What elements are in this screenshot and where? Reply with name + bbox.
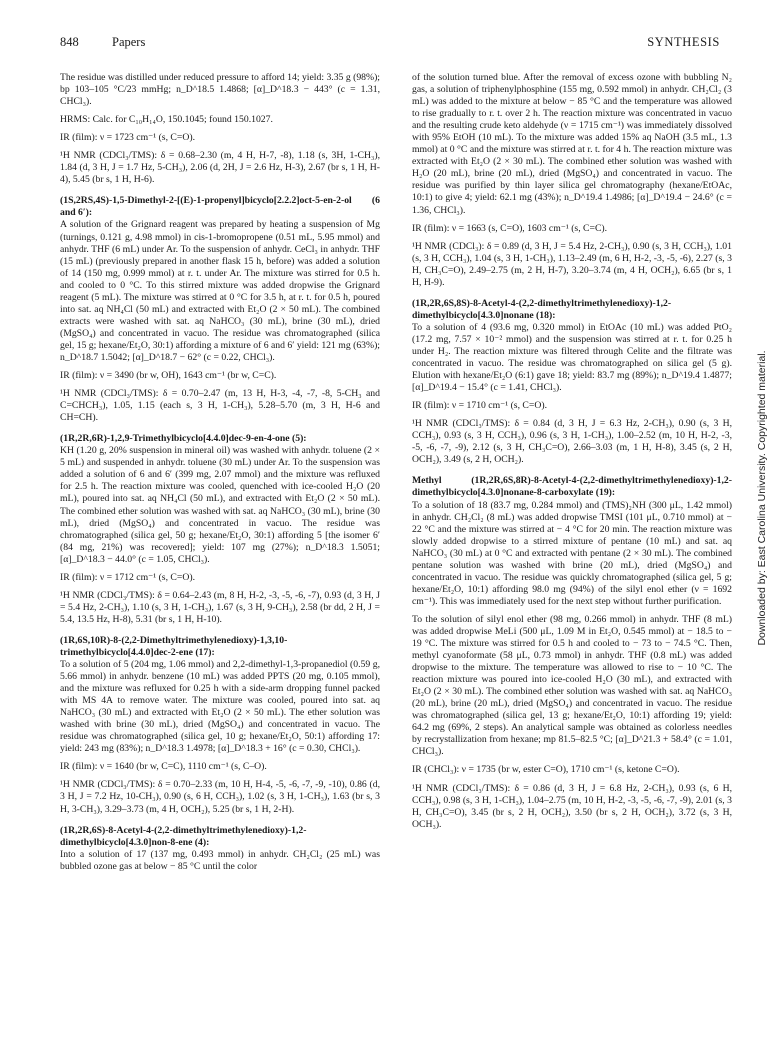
paragraph: of the solution turned blue. After the removal of excess ozone with bubbling N₂ gas, a solution of triphenylphosphine (155 mg, 0.592 mmol) in anhydr. CH₂Cl₂ (3 mL) was added to the mixture at below − 85 °C and the temperature was allowed to rise gradually to r. t. over 2 h. The reaction mixture was concentrated in vacuo and the resulting crude keto aldehyde (ν = 1715 cm⁻¹) was immediately dissolved with 95% EtOH (10 mL). To the mixture was added 15% aq NaOH (3.5 mL, 1.3 mmol) at 0 °C and the mixture was stirred at r. t. for 4 h. The reaction mixture was extracted with Et₂O (2 × 30 mL). The combined ether solution was washed with H₂O (20 mL), brine (20 mL), dried (MgSO₄) and concentrated in vacuo. The residue was purified by thin layer silica gel chromatography (hexane/EtOAc, 10:1) to give 4; yield: 62.1 mg (43%); n_D^19.4 1.4986; [α]_D^19.4 − 24.6° (c = 1.36, CHCl₃). <box>412 72 732 216</box>
paragraph: IR (film): ν = 1640 (br w, C=C), 1110 cm⁻¹ (s, C–O). <box>60 761 267 773</box>
paragraph: IR (CHCl₃): ν = 1735 (br w, ester C=O), 1710 cm⁻¹ (s, ketone C=O). <box>412 764 680 776</box>
page-number: 848 <box>60 35 79 49</box>
compound-heading: (1R,6S,10R)-8-(2,2-Dimethyltrimethylenedioxy)-1,3,10-trimethylbicyclo[4.4.0]dec-2-ene (17): <box>60 634 288 658</box>
compound-heading: (1S,2RS,4S)-1,5-Dimethyl-2-[(E)-1-propenyl]bicyclo[2.2.2]oct-5-en-2-ol (6 and 6′): <box>60 195 380 219</box>
compound-heading: (1R,2R,6S,8S)-8-Acetyl-4-(2,2-dimethyltrimethylenedioxy)-1,2-dimethylbicyclo[4.3.0]nonane (18): <box>412 297 672 321</box>
paragraph: A solution of the Grignard reagent was prepared by heating a suspension of Mg (turnings, 0.121 g, 4.98 mmol) in cis-1-bromopropene (0.51 mL, 5.95 mmol) and anhydr. THF (6 mL) under Ar. To the suspension of anhydr. CeCl₃ in anhydr. THF (15 mL) (previously prepared in another flask 15 h, before) was added a solution of 14 (150 mg, 0.999 mmol) at r. t. under Ar. The mixture was stirred for 0.5 h. and cooled to 0 °C. To this stirred mixture was added dropwise the Grignard reagent (5 mL). The mixture was stirred at 0 °C for 3.5 h, at r. t. for 0.5 h, poured into sat. aq NH₄Cl (50 mL) and extracted with Et₂O (2 × 50 mL). The combined extracts were washed with sat. aq NaHCO₃ (30 mL), brine (30 mL), dried (MgSO₄) and concentrated in vacuo. The residue was chromatographed (silica gel, 15 g; hexane/Et₂O, 30:1) affording a mixture of 6 and 6′ yield: 121 mg (63%); n_D^18.7 1.5042; [α]_D^18.7 − 62° (c = 0.22, CHCl₃). <box>60 219 380 363</box>
download-notice <box>756 300 768 696</box>
paragraph: ¹H NMR (CDCl₃): δ = 0.89 (d, 3 H, J = 5.4 Hz, 2-CH₃), 0.90 (s, 3 H, CCH₃), 1.01 (s, 3 H, CCH₃), 1.04 (s, 3 H, 1-CH₃), 1.13–2.49 (m, 6 H, H-2, -3, -5, -6), 2.27 (s, 3 H, CH₃C=O), 2.49–2.75 (m, 2 H, H-7), 3.20–3.74 (m, 4 H, OCH₂), 6.65 (br s, 1 H, H-9). <box>412 240 732 288</box>
paragraph: Into a solution of 17 (137 mg, 0.493 mmol) in anhydr. CH₂Cl₂ (25 mL) was bubbled ozone gas at below − 85 °C until the color <box>60 848 380 872</box>
compound-heading: Methyl (1R,2R,6S,8R)-8-Acetyl-4-(2,2-dimethyltrimethylenedioxy)-1,2-dimethylbicyclo[4.3.0]nonane-8-carboxylate (19): <box>412 475 732 499</box>
paragraph: ¹H NMR (CDCl₃/TMS): δ = 0.64–2.43 (m, 8 H, H-2, -3, -5, -6, -7), 0.93 (d, 3 H, J = 5.4 Hz, 2-CH₃), 1.10 (s, 3 H, 1-CH₃), 1.67 (s, 3 H, 9-CH₃), 2.58 (br dd, 2 H, J = 5.4, 13.5 Hz, H-8), 5.31 (br s, 1 H, H-10). <box>60 589 380 625</box>
paragraph: To a solution of 18 (83.7 mg, 0.284 mmol) and (TMS)₂NH (300 μL, 1.42 mmol) in anhydr. CH₂Cl₂ (8 mL) was added dropwise TMSI (101 μL, 0.710 mmol) at − 22 °C and the mixture was stirred at − 4 °C for 20 min. The reaction mixture was slowly added dropwise to a stirred mixture of pentane (10 mL) and sat. aq NaHCO₃ (30 mL) at 0 °C and extracted with pentane (2 × 30 mL). The combined pentane solution was washed with brine (20 mL), dried (MgSO₄) and concentrated in vacuo. The residue was quickly chromatographed (silica gel, 5 g; hexane/Et₂O, 10:1) affording 98.0 mg (94%) of the silyl enol ether (ν = 1692 cm⁻¹). This was immediately used for the next step without further purification. <box>412 499 732 607</box>
right-column <box>412 72 732 831</box>
download-notice-text: Downloaded by: East Carolina University. Copyrighted material. <box>756 350 768 646</box>
section-label: Papers <box>112 35 146 49</box>
compound-heading: (1R,2R,6S)-8-Acetyl-4-(2,2-dimethyltrimethylenedioxy)-1,2-dimethylbicyclo[4.3.0]non-8-ene (4): <box>60 824 307 848</box>
paragraph: IR (film): ν = 1712 cm⁻¹ (s, C=O). <box>60 571 195 583</box>
paragraph: ¹H NMR (CDCl₃/TMS): δ = 0.86 (d, 3 H, J = 6.8 Hz, 2-CH₃), 0.93 (s, 6 H, CCH₃), 0.98 (s, 3 H, 1-CH₃), 1.04–2.75 (m, 10 H, H-2, -3, -5, -6, -7, -9), 2.01 (s, 3 H, CH₃C=O), 3.45 (br s, 2 H, OCH₂), 3.50 (br s, 2 H, OCH₂), 3.72 (s, 3 H, OCH₃). <box>412 782 732 830</box>
page-header <box>60 33 720 51</box>
paragraph: ¹H NMR (CDCl₃/TMS): δ = 0.68–2.30 (m, 4 H, H-7, -8), 1.18 (s, 3H, 1-CH₃), 1.84 (d, 3 H, J = 1.7 Hz, 5-CH₃), 2.06 (d, 2H, J = 2.6 Hz, H-3), 2.67 (br s, 1 H, H-4), 5.45 (br s, 1 H, H-6). <box>60 150 380 186</box>
paragraph: To a solution of 5 (204 mg, 1.06 mmol) and 2,2-dimethyl-1,3-propanediol (0.59 g, 5.66 mmol) in anhydr. benzene (10 mL) was added PPTS (20 mg, 0.105 mmol), and the mixture was refluxed for 0.25 h with a side-arm dropping funnel packed with MS 4A to remove water. The mixture was cooled, poured into sat. aq NaHCO₃ (30 mL) and extracted with Et₂O (2 × 50 mL). The ether solution was washed with brine (30 mL), dried (MgSO₄) and concentrated in vacuo. The residue was chromatographed (silica gel, 10 g; hexane/Et₂O, 50:1) affording 17: yield: 243 mg (83%); n_D^18.3 1.4978; [α]_D^18.3 + 16° (c = 0.30, CHCl₃). <box>60 659 380 755</box>
paragraph: ¹H NMR (CDCl₃/TMS): δ = 0.70–2.33 (m, 10 H, H-4, -5, -6, -7, -9, -10), 0.86 (d, 3 H, J = 7.2 Hz, 10-CH₃), 0.90 (s, 6 H, CCH₃), 1.02 (s, 3 H, 1-CH₃), 1.63 (br s, 3 H, 3-CH₃), 3.29–3.73 (m, 4 H, OCH₂), 5.25 (br s, 1 H, 2-H). <box>60 779 380 815</box>
paragraph: ¹H NMR (CDCl₃/TMS): δ = 0.70–2.47 (m, 13 H, H-3, -4, -7, -8, 5-CH₃ and C=CHCH₃), 1.05, 1.15 (each s, 3 H, 1-CH₃), 5.28–5.70 (m, 3 H, H-6 and CH=CH). <box>60 388 380 424</box>
paragraph: IR (film): ν = 3490 (br w, OH), 1643 cm⁻¹ (br w, C=C). <box>60 370 277 382</box>
paragraph: The residue was distilled under reduced pressure to afford 14; yield: 3.35 g (98%); bp 103–105 °C/23 mmHg; n_D^18.5 1.4868; [α]_D^18.3 − 443° (c = 1.31, CHCl₃). <box>60 72 380 108</box>
paragraph: IR (film): ν = 1710 cm⁻¹ (s, C=O). <box>412 400 547 412</box>
paragraph: KH (1.20 g, 20% suspension in mineral oil) was washed with anhydr. toluene (2 × 5 mL) and suspended in anhydr. toluene (30 mL) under Ar. To the suspension was added a solution of 6 and 6′ (399 mg, 2.07 mmol) and the mixture was refluxed for 2.5 h. The reaction mixture was cooled, quenched with ice-cooled H₂O (20 mL), poured into sat. aq NH₄Cl (50 mL), and extracted with Et₂O (2 × 50 mL). The combined ether solution was washed with sat. aq NaHCO₃ (30 mL), brine (30 mL), dried (MgSO₄) and concentrated in vacuo. The residue was chromatographed (silica gel, 50 g; hexane/Et₂O, 30:1) affording 5 [the isomer 6′ (84 mg, 21%) was recovered]; yield: 107 mg (27%); n_D^18.3 1.5051; [α]_D^18.3 − 44.0° (c = 1.05, CHCl₃). <box>60 445 380 565</box>
paragraph: To a solution of 4 (93.6 mg, 0.320 mmol) in EtOAc (10 mL) was added PtO₂ (17.2 mg, 7.57 × 10⁻² mmol) and the suspension was stirred at r. t. for 0.25 h under H₂. The reaction mixture was filtered through Celite and the filtrate was concentrated in vacuo. The residue was chromatographed on silica gel (5 g). Elution with hexane/Et₂O (6:1) gave 18; yield: 83.7 mg (89%); n_D^19.4 1.4877; [α]_D^19.4 − 15.4° (c = 1.41, CHCl₃). <box>412 321 732 394</box>
paragraph: IR (film): ν = 1663 (s, C=O), 1603 cm⁻¹ (s, C=C). <box>412 222 608 234</box>
journal-name: SYNTHESIS <box>647 35 720 49</box>
paragraph: ¹H NMR (CDCl₃/TMS): δ = 0.84 (d, 3 H, J = 6.3 Hz, 2-CH₃), 0.90 (s, 3 H, CCH₃), 0.93 (s, 3 H, CCH₃), 0.96 (s, 3 H, 1-CH₃), 1.00–2.52 (m, 10 H, H-2, -3, -5, -6, -7, -9), 2.12 (s, 3 H, CH₃C=O), 2.66–3.03 (m, 1 H, H-8), 3.45 (s, 2 H, OCH₂), 3.49 (s, 2 H, OCH₂). <box>412 418 732 466</box>
paragraph: To the solution of silyl enol ether (98 mg, 0.266 mmol) in anhydr. THF (8 mL) was added dropwise MeLi (500 μL, 1.09 M in Et₂O, 0.545 mmol) at − 18.5 to − 19 °C. The mixture was stirred for 0.5 h and cooled to − 73 to − 74.5 °C. Then, methyl cyanoformate (58 μL, 0.73 mmol) in anhydr. THF (0.8 mL) was added dropwise to the mixture. The temperature was allowed to rise to − 10 °C. The reaction mixture was poured into ice-cooled H₂O (30 mL), and extracted with Et₂O (2 × 30 mL). The combined ether solution was washed with sat. aq NaHCO₃ (20 mL), brine (20 mL), dried (MgSO₄) and concentrated in vacuo. The residue was chromatographed (silica gel, 13 g; hexane/Et₂O, 10:1) affording 19; yield: 64.2 mg (69%, 2 steps). An analytical sample was obtained as colorless needles by recrystallization from hexane; mp 81.5–82.5 °C; [α]_D^21.3 + 58.4° (c = 1.01, CHCl₃). <box>412 613 732 758</box>
paragraph: HRMS: Calc. for C₁₀H₁₄O, 150.1045; found 150.1027. <box>60 114 273 126</box>
compound-heading: (1R,2R,6R)-1,2,9-Trimethylbicyclo[4.4.0]dec-9-en-4-one (5): <box>60 433 307 445</box>
left-column <box>60 72 380 873</box>
paragraph: IR (film): ν = 1723 cm⁻¹ (s, C=O). <box>60 132 195 144</box>
